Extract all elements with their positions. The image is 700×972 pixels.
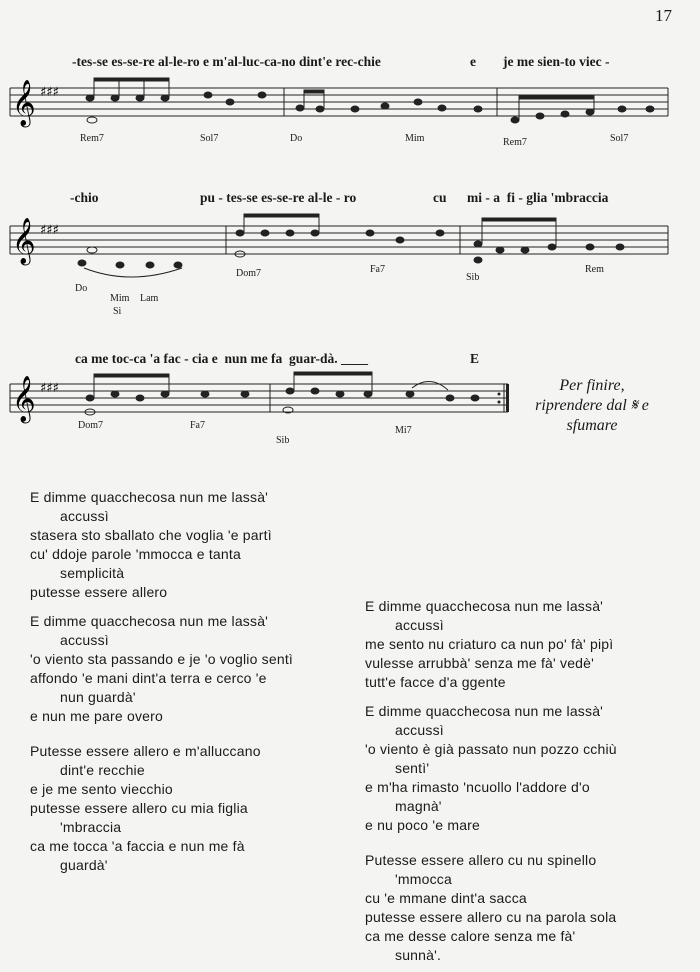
- key-signature-sharps: ♯♯♯: [40, 85, 59, 100]
- chord-symbol: Rem7: [503, 137, 527, 148]
- key-signature-sharps: ♯♯♯: [40, 223, 59, 238]
- lyric-line: putesse essere allero: [30, 584, 168, 600]
- chord-symbol: Rem: [585, 264, 604, 275]
- lyric-fragment: e: [470, 54, 476, 69]
- lyric-line: e nu poco 'e mare: [365, 817, 481, 833]
- lyric-line: putesse essere allero cu na parola sola: [365, 909, 617, 925]
- chord-symbol: Dom7: [78, 420, 103, 431]
- lyric-line: vulesse arrubbà' senza me fà' vedè': [365, 655, 595, 671]
- chord-symbol: Do: [290, 133, 303, 144]
- lyric-line: guardà': [60, 857, 108, 873]
- lyric-fragment: ca me toc-ca 'a fac - cia e nun me fa guar-dà. ____: [75, 351, 369, 366]
- lyric-line: ca me tocca 'a faccia e nun me fà: [30, 838, 245, 854]
- lyric-line: E dimme quacchecosa nun me lassà': [365, 703, 604, 719]
- lyric-line: sentì': [395, 760, 430, 776]
- key-signature-sharps: ♯♯♯: [40, 381, 59, 396]
- lyric-line: Putesse essere allero e m'alluccano: [30, 743, 261, 759]
- treble-clef-icon: 𝄞: [12, 218, 36, 264]
- stanza-gap: [30, 602, 293, 612]
- lyric-line: e je me sento viecchio: [30, 781, 173, 797]
- page-number: 17: [655, 6, 672, 25]
- lyric-line: Putesse essere allero cu nu spinello: [365, 852, 597, 868]
- lyric-line: e nun me pare overo: [30, 708, 163, 724]
- lyric-fragment: E: [470, 351, 480, 366]
- chord-symbol: Sib: [276, 435, 290, 446]
- chord-symbol: Mim: [405, 133, 425, 144]
- chord-symbol: Mi7: [395, 425, 412, 436]
- lyric-fragment: cu: [433, 190, 447, 205]
- treble-clef-icon: 𝄞: [12, 80, 36, 126]
- chord-symbol: Fa7: [370, 264, 385, 275]
- lyric-line: E dimme quacchecosa nun me lassà': [365, 598, 604, 614]
- lyric-fragment: mi - a fi - glia 'mbraccia: [467, 190, 609, 205]
- lyric-fragment: je me sien-to viec -: [503, 54, 610, 69]
- chord-symbol: Sol7: [610, 133, 629, 144]
- lyric-line: 'mbraccia: [60, 819, 122, 835]
- lyric-line: tutt'e facce d'a ggente: [365, 674, 506, 690]
- stanza-gap: [365, 835, 617, 851]
- lyric-line: affondo 'e mani dint'a terra e cerco 'e: [30, 670, 267, 686]
- lyric-fragment: -tes-se es-se-re al-le-ro e m'al-luc-ca-no dint'e rec-chie: [72, 54, 381, 69]
- lyric-fragment: pu - tes-se es-se-re al-le - ro: [200, 190, 357, 205]
- chord-symbol: Do: [75, 283, 88, 294]
- lyric-line: 'mmocca: [395, 871, 452, 887]
- lyric-line: E dimme quacchecosa nun me lassà': [30, 489, 269, 505]
- lyric-line: 'o viento è già passato nun pozzo cchiù: [365, 741, 617, 757]
- chord-symbol: Dom7: [236, 268, 261, 279]
- lyric-line: accussì: [395, 617, 444, 633]
- chord-symbol: Sol7: [200, 133, 219, 144]
- treble-clef-icon: 𝄞: [12, 376, 36, 422]
- chord-symbol: Mim: [110, 293, 130, 304]
- lyric-line: stasera sto sballato che voglia 'e partì: [30, 527, 272, 543]
- lyric-line: e m'ha rimasto 'ncuollo l'addore d'o: [365, 779, 590, 795]
- chord-symbol: Sib: [466, 272, 480, 283]
- lyrics-column-left: [30, 488, 293, 875]
- lyric-line: magnà': [395, 798, 442, 814]
- stanza-gap: [365, 692, 617, 702]
- lyric-line: accussì: [60, 632, 109, 648]
- lyric-line: me sento nu criaturo ca nun po' fà' pipì: [365, 636, 614, 652]
- lyric-line: dint'e recchie: [60, 762, 145, 778]
- lyric-fragment: -chio: [70, 190, 99, 205]
- lyric-line: semplicità: [60, 565, 125, 581]
- lyric-line: nun guardà': [60, 689, 136, 705]
- lyric-line: accussì: [60, 508, 109, 524]
- lyrics-column-right: [365, 597, 617, 965]
- stanza-gap: [30, 726, 293, 742]
- music-staff-1: [0, 70, 700, 140]
- lyric-line: cu' ddoje parole 'mmocca e tanta: [30, 546, 241, 562]
- lyric-line: accussì: [395, 722, 444, 738]
- chord-symbol: Fa7: [190, 420, 205, 431]
- lyric-line: putesse essere allero cu mia figlia: [30, 800, 248, 816]
- lyric-line: ca me desse calore senza me fà': [365, 928, 576, 944]
- ending-instruction: Per finire, riprendere dal 𝄋 e sfumare: [535, 377, 649, 434]
- lyric-line: cu 'e mmane dint'a sacca: [365, 890, 527, 906]
- lyric-line: 'o viento sta passando e je 'o voglio sentì: [30, 651, 293, 667]
- chord-symbol: Lam: [140, 293, 159, 304]
- chord-symbol: Si: [113, 306, 122, 317]
- lyric-line: sunnà'.: [395, 947, 442, 963]
- lyric-line: E dimme quacchecosa nun me lassà': [30, 613, 269, 629]
- chord-symbol: Rem7: [80, 133, 104, 144]
